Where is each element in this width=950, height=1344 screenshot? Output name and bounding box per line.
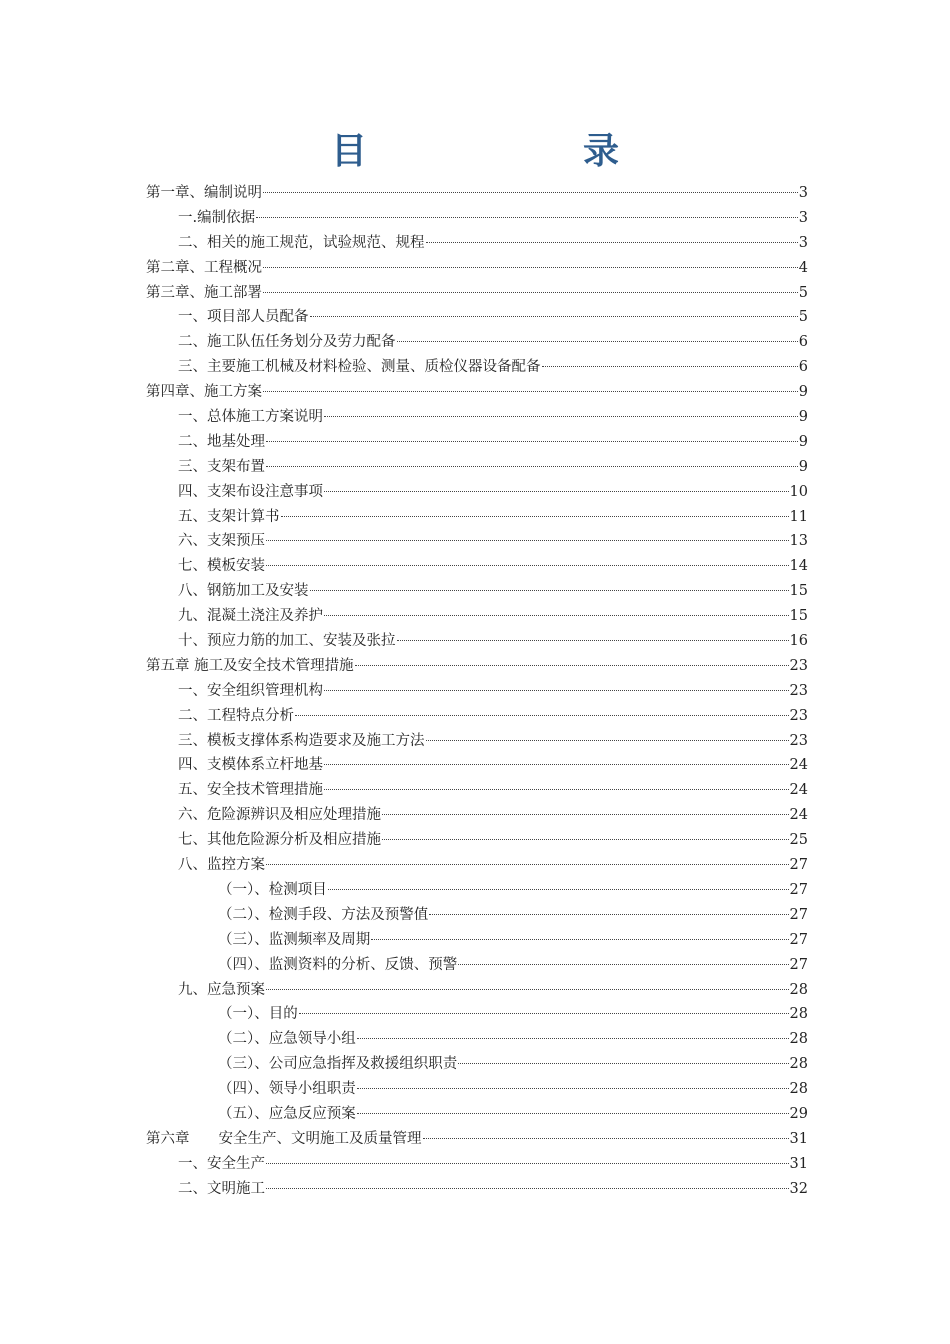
toc-title: 目 录 (330, 130, 667, 172)
toc-entry-text: 二、地基处理 (178, 433, 265, 450)
toc-entry-text: （三）、公司应急指挥及救援组织职责 (218, 1056, 458, 1073)
toc-entry[interactable] (146, 430, 808, 455)
toc-entry-page-number: 28 (789, 1081, 808, 1098)
dot-leader (429, 914, 788, 915)
toc-entry-page-number: 3 (798, 209, 808, 226)
dot-leader (266, 540, 789, 541)
dot-leader (263, 192, 798, 193)
dot-leader (324, 491, 789, 492)
toc-entry-text: （五）、应急反应预案 (218, 1105, 356, 1122)
toc-entry-page-number: 5 (798, 284, 808, 301)
toc-entry-page-number: 28 (789, 1056, 808, 1073)
toc-entry[interactable] (146, 604, 808, 629)
toc-entry[interactable] (146, 281, 808, 306)
toc-entry[interactable] (146, 330, 808, 355)
toc-entry-text: 一.编制依据 (178, 209, 256, 226)
toc-entry-text: （一）、检测项目 (218, 881, 327, 898)
dot-leader (266, 466, 798, 467)
toc-entry[interactable] (146, 256, 808, 281)
toc-entry-page-number: 4 (798, 259, 808, 276)
toc-entry[interactable] (146, 753, 808, 778)
toc-entry[interactable] (146, 803, 808, 828)
toc-entry-text: （一）、目的 (218, 1006, 298, 1023)
dot-leader (371, 939, 788, 940)
toc-entry-page-number: 15 (789, 608, 808, 625)
toc-entry-text: 四、支模体系立杆地基 (178, 757, 323, 774)
toc-entry-page-number: 27 (789, 857, 808, 874)
toc-entry-page-number: 15 (789, 583, 808, 600)
toc-entry-text: 六、危险源辨识及相应处理措施 (178, 807, 381, 824)
dot-leader (266, 1188, 789, 1189)
toc-entry[interactable] (146, 828, 808, 853)
toc-entry[interactable] (146, 1027, 808, 1052)
toc-entry[interactable] (146, 978, 808, 1003)
toc-entry[interactable] (146, 629, 808, 654)
toc-entry-text: 三、主要施工机械及材料检验、测量、质检仪器设备配备 (178, 359, 541, 376)
toc-entry-page-number: 9 (798, 409, 808, 426)
dot-leader (263, 391, 798, 392)
toc-entry[interactable] (146, 231, 808, 256)
toc-entry-text: 八、钢筋加工及安装 (178, 583, 309, 600)
toc-entry-page-number: 13 (789, 533, 808, 550)
dot-leader (458, 1063, 788, 1064)
toc-entry-page-number: 23 (789, 707, 808, 724)
toc-entry[interactable] (146, 1152, 808, 1177)
toc-entry-text: 五、支架计算书 (178, 508, 280, 525)
dot-leader (382, 839, 789, 840)
toc-entry[interactable] (146, 654, 808, 679)
toc-entry-page-number: 14 (789, 558, 808, 575)
toc-entry-text: 二、工程特点分析 (178, 707, 294, 724)
toc-entry[interactable] (146, 704, 808, 729)
toc-entry-text: 十、预应力筋的加工、安装及张拉 (178, 633, 396, 650)
dot-leader (324, 789, 789, 790)
dot-leader (266, 1163, 789, 1164)
toc-entry-page-number: 31 (789, 1130, 808, 1147)
toc-entry[interactable] (146, 729, 808, 754)
dot-leader (256, 217, 798, 218)
toc-entry-text: 第六章 安全生产、文明施工及质量管理 (146, 1130, 422, 1147)
dot-leader (426, 242, 798, 243)
toc-entry[interactable] (146, 928, 808, 953)
toc-entry-text: 七、其他危险源分析及相应措施 (178, 832, 381, 849)
toc-entry-page-number: 31 (789, 1155, 808, 1172)
dot-leader (295, 715, 789, 716)
toc-entry-text: （四）、领导小组职责 (218, 1081, 356, 1098)
toc-entry-page-number: 5 (798, 309, 808, 326)
toc-entry-page-number: 28 (789, 1031, 808, 1048)
dot-leader (426, 740, 789, 741)
dot-leader (310, 590, 789, 591)
toc-entry-page-number: 6 (798, 334, 808, 351)
toc-entry-text: 第二章、工程概况 (146, 259, 262, 276)
toc-entry-text: 六、支架预压 (178, 533, 265, 550)
toc-entry-page-number: 9 (798, 458, 808, 475)
dot-leader (266, 864, 789, 865)
dot-leader (423, 1138, 789, 1139)
toc-entry[interactable] (146, 505, 808, 530)
toc-entry-page-number: 24 (789, 757, 808, 774)
toc-entry-text: （四）、监测资料的分析、反馈、预警 (218, 956, 458, 973)
toc-entry-text: 九、混凝土浇注及养护 (178, 608, 323, 625)
toc-entry-page-number: 6 (798, 359, 808, 376)
toc-entry[interactable] (146, 1052, 808, 1077)
dot-leader (263, 292, 798, 293)
toc-entry-page-number: 24 (789, 807, 808, 824)
toc-entry[interactable] (146, 181, 808, 206)
toc-entry-text: （二）、应急领导小组 (218, 1031, 356, 1048)
toc-entry[interactable] (146, 953, 808, 978)
toc-entry-page-number: 27 (789, 906, 808, 923)
toc-entry-page-number: 27 (789, 956, 808, 973)
dot-leader (324, 764, 789, 765)
dot-leader (542, 366, 798, 367)
dot-leader (357, 1088, 789, 1089)
toc-entry[interactable] (146, 1127, 808, 1152)
toc-entry-text: 第五章 施工及安全技术管理措施 (146, 657, 354, 674)
dot-leader (355, 665, 789, 666)
dot-leader (328, 889, 789, 890)
toc-entry-text: 第三章、施工部署 (146, 284, 262, 301)
table-of-contents (146, 181, 808, 1202)
toc-entry-page-number: 25 (789, 832, 808, 849)
dot-leader (266, 565, 789, 566)
dot-leader (382, 814, 789, 815)
toc-entry-text: 一、总体施工方案说明 (178, 409, 323, 426)
toc-entry-text: 第一章、编制说明 (146, 185, 262, 201)
toc-entry[interactable] (146, 1077, 808, 1102)
toc-entry-text: 二、相关的施工规范，试验规范、规程 (178, 234, 425, 251)
dot-leader (266, 441, 798, 442)
toc-entry[interactable] (146, 878, 808, 903)
toc-entry-text: 三、支架布置 (178, 458, 265, 475)
toc-entry[interactable] (146, 554, 808, 579)
toc-entry-text: 七、模板安装 (178, 558, 265, 575)
toc-entry-page-number: 3 (798, 234, 808, 251)
toc-entry[interactable] (146, 903, 808, 928)
toc-entry[interactable] (146, 455, 808, 480)
toc-entry-text: 第四章、施工方案 (146, 384, 262, 401)
toc-entry[interactable] (146, 529, 808, 554)
toc-entry-page-number: 11 (789, 508, 808, 525)
toc-entry-page-number: 23 (789, 682, 808, 699)
toc-entry-page-number: 16 (789, 633, 808, 650)
toc-entry[interactable] (146, 579, 808, 604)
toc-entry-text: 一、安全组织管理机构 (178, 682, 323, 699)
dot-leader (357, 1038, 789, 1039)
toc-entry-text: 一、安全生产 (178, 1155, 265, 1172)
toc-entry[interactable] (146, 1002, 808, 1027)
dot-leader (458, 964, 788, 965)
toc-entry-page-number: 28 (789, 1006, 808, 1023)
toc-entry-page-number: 27 (789, 881, 808, 898)
toc-entry-page-number: 24 (789, 782, 808, 799)
toc-entry-page-number: 27 (789, 931, 808, 948)
toc-entry[interactable] (146, 778, 808, 803)
toc-entry-text: 八、监控方案 (178, 857, 265, 874)
toc-entry-page-number: 32 (789, 1180, 808, 1197)
toc-entry-page-number: 23 (789, 657, 808, 674)
dot-leader (263, 267, 798, 268)
toc-entry[interactable] (146, 405, 808, 430)
toc-entry-page-number: 9 (798, 433, 808, 450)
dot-leader (324, 416, 798, 417)
toc-entry-page-number: 3 (798, 185, 808, 201)
toc-entry-page-number: 9 (798, 384, 808, 401)
toc-entry[interactable] (146, 480, 808, 505)
dot-leader (397, 341, 798, 342)
dot-leader (357, 1113, 789, 1114)
toc-entry[interactable] (146, 853, 808, 878)
toc-entry-text: 二、文明施工 (178, 1180, 265, 1197)
toc-entry-page-number: 29 (789, 1105, 808, 1122)
toc-entry-text: （二）、检测手段、方法及预警值 (218, 906, 429, 923)
toc-entry-text: 四、支架布设注意事项 (178, 483, 323, 500)
toc-entry[interactable] (146, 1102, 808, 1127)
dot-leader (397, 640, 789, 641)
toc-entry-text: 一、项目部人员配备 (178, 309, 309, 326)
toc-entry-text: 九、应急预案 (178, 981, 265, 998)
dot-leader (281, 516, 789, 517)
toc-entry[interactable] (146, 679, 808, 704)
toc-entry[interactable] (146, 305, 808, 330)
toc-entry-text: 二、施工队伍任务划分及劳力配备 (178, 334, 396, 351)
toc-entry[interactable] (146, 380, 808, 405)
dot-leader (310, 316, 798, 317)
toc-entry-page-number: 10 (789, 483, 808, 500)
dot-leader (324, 615, 789, 616)
toc-entry-text: 三、模板支撑体系构造要求及施工方法 (178, 732, 425, 749)
toc-entry-text: 五、安全技术管理措施 (178, 782, 323, 799)
toc-entry-page-number: 28 (789, 981, 808, 998)
toc-entry[interactable] (146, 1177, 808, 1202)
dot-leader (299, 1013, 789, 1014)
toc-entry[interactable] (146, 355, 808, 380)
dot-leader (324, 690, 789, 691)
toc-entry-text: （三）、监测频率及周期 (218, 931, 371, 948)
dot-leader (266, 989, 789, 990)
toc-entry-page-number: 23 (789, 732, 808, 749)
toc-entry[interactable] (146, 206, 808, 231)
